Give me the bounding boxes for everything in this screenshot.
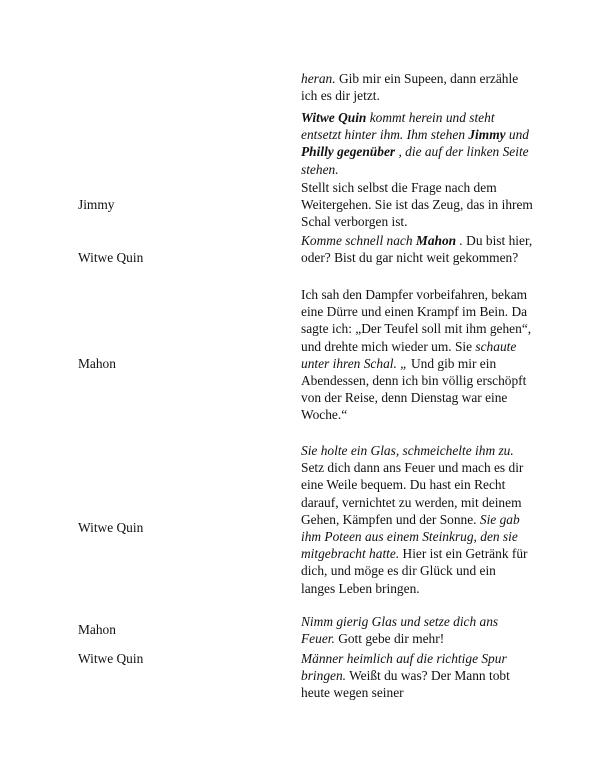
dialogue-row	[0, 442, 600, 614]
dialogue-row	[0, 286, 600, 442]
character-name: Jimmy	[468, 127, 506, 143]
dialogue-row	[0, 179, 600, 231]
dialogue-paragraph	[301, 109, 533, 178]
character-name: Witwe Quin	[301, 110, 367, 125]
dialogue-paragraph	[301, 70, 533, 104]
stage-direction: schaute unter ihren Schal. „	[301, 338, 517, 371]
spoken-text: Gib mir ein Supeen, dann erzähle ich es dir jetzt.	[301, 71, 519, 104]
stage-direction: Sie gab ihm Poteen aus einem Steinkrug, den sie mitgebracht hatte.	[301, 511, 520, 562]
dialogue-paragraph	[301, 179, 533, 231]
dialogue-text	[301, 650, 533, 702]
dialogue-text	[301, 442, 533, 597]
dialogue-text	[301, 179, 533, 231]
dialogue-row	[0, 613, 600, 649]
dialogue-paragraph	[301, 442, 533, 597]
stage-direction: Sie holte ein Glas, schmeichelte ihm zu.	[301, 443, 514, 458]
spoken-text: Setz dich dann ans Feuer und mach es dir eine Weile bequem. Du hast ein Recht darauf, vernichtet zu werden, mit deinem Gehen, Kämpfen und der Sonne.	[301, 460, 524, 527]
spoken-text: Ich sah den Dampfer vorbeifahren, bekam eine Dürre und einen Krampf im Bein. Da sagte ich: „Der Teufel soll mit ihm gehen“, und drehte mich wieder um. Sie	[301, 287, 532, 354]
speaker-name: Mahon	[78, 622, 116, 637]
dialogue-text	[301, 70, 533, 104]
speaker-name: Jimmy	[78, 197, 115, 212]
stage-direction: .	[456, 233, 463, 248]
speaker-name: Witwe Quin	[78, 651, 144, 666]
dialogue-text	[301, 286, 533, 424]
stage-direction: und	[505, 127, 529, 143]
dialogue-text	[301, 232, 533, 266]
dialogue-row	[0, 650, 600, 704]
speaker-name: Witwe Quin	[78, 250, 144, 265]
character-name: Philly gegenüber	[301, 144, 396, 160]
stage-direction: Nimm gierig Glas und setze dich ans Feuer.	[301, 614, 499, 647]
spoken-text: Weißt du was? Der Mann tobt heute wegen seiner	[301, 668, 510, 701]
spoken-text: Du bist hier, oder? Bist du gar nicht weit gekommen?	[301, 233, 533, 266]
stage-direction: Männer heimlich auf die richtige Spur bringen.	[301, 651, 507, 684]
character-name: Mahon	[415, 233, 457, 248]
speaker-name: Mahon	[78, 356, 116, 371]
spoken-text: Stellt sich selbst die Frage nach dem Weitergehen. Sie ist das Zeug, das in ihrem Schal verborgen ist.	[301, 180, 533, 230]
stage-direction: heran.	[301, 71, 336, 86]
spoken-text: Und gib mir ein Abendessen, denn ich bin völlig erschöpft von der Reise, denn Dienstag war eine Woche.“	[301, 355, 527, 423]
dialogue-paragraph	[301, 650, 533, 702]
dialogue-text	[301, 109, 533, 178]
stage-direction: , die auf der linken Seite stehen.	[301, 144, 529, 177]
dialogue-paragraph	[301, 613, 533, 647]
dialogue-paragraph	[301, 232, 533, 266]
speaker-name: Witwe Quin	[78, 520, 144, 535]
dialogue-text	[301, 613, 533, 647]
dialogue-row	[0, 70, 600, 106]
dialogue-paragraph	[301, 286, 533, 424]
dialogue-row	[0, 232, 600, 284]
spoken-text: Hier ist ein Getränk für dich, und möge es dir Glück und ein langes Leben bringen.	[301, 546, 528, 596]
stage-direction: Komme schnell nach	[301, 233, 416, 248]
stage-direction: kommt herein und steht entsetzt hinter ihm. Ihm stehen	[301, 110, 495, 143]
stage-direction-row	[0, 109, 600, 179]
spoken-text: Gott gebe dir mehr!	[334, 631, 445, 647]
